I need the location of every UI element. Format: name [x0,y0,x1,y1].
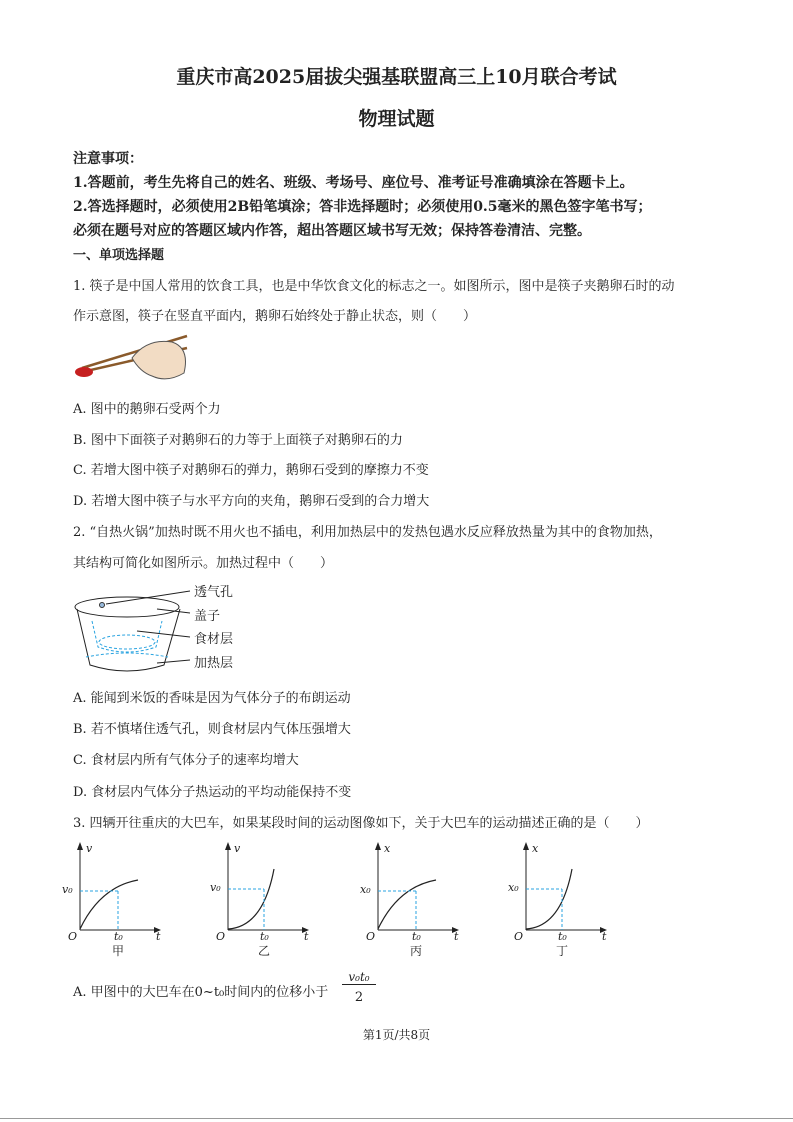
graph-丁 [506,842,616,958]
graph-x-label: t [602,930,607,943]
graph-y0-label: v₀ [210,881,221,894]
fraction-denominator: 2 [354,990,364,1005]
notice-item: 2.答选择题时，必须使用2B铅笔填涂；答非选择题时；必须使用0.5毫米的黑色签字笔书写； [73,199,652,215]
page-footer: 第1页/共8页 [362,1028,431,1042]
page-divider [0,1118,793,1119]
q2-option-c: C. 食材层内所有气体分子的速率均增大 [73,753,299,768]
graph-乙 [208,842,318,958]
q1-option-c: C. 若增大图中筷子对鹅卵石的弹力，鹅卵石受到的摩擦力不变 [73,463,429,478]
chopsticks-stone-image [72,328,192,384]
notice-item: 1.答题前，考生先将自己的姓名、班级、考场号、座位号、准考证号准确填涂在答题卡上。 [73,175,634,191]
graph-y0-label: x₀ [508,881,519,894]
graph-y-label: v [86,842,93,855]
label-food-layer: 食材层 [194,632,234,647]
q2-stem: 其结构可简化如图所示。加热过程中（ ） [73,556,334,571]
graph-x-label: t [156,930,161,943]
graph-name: 丁 [556,944,569,958]
exam-title: 重庆市高2025届拔尖强基联盟高三上10月联合考试 [176,66,617,88]
graph-y-label: v [234,842,241,855]
section-heading: 一、单项选择题 [73,248,165,263]
graph-y-label: x [532,842,539,855]
q3-option-a: A. 甲图中的大巴车在0~t₀时间内的位移小于 [73,985,329,1000]
q1-stem: 1. 筷子是中国人常用的饮食工具，也是中华饮食文化的标志之一。如图所示，图中是筷子夹鹅卵石时的动 [73,279,675,294]
graph-丙 [358,842,468,958]
graph-origin-label: O [216,930,226,943]
label-vent-hole: 透气孔 [194,585,234,600]
q2-stem: 2. “自热火锅”加热时既不用火也不插电，利用加热层中的发热包遇水反应释放热量为其中的食物加热， [73,525,662,540]
q2-option-d: D. 食材层内气体分子热运动的平均动能保持不变 [73,785,352,800]
graph-x-label: t [304,930,309,943]
graph-y-label: x [384,842,391,855]
graph-name: 丙 [410,944,423,958]
fraction-numerator: v₀t₀ [342,970,376,985]
q1-option-d: D. 若增大图中筷子与水平方向的夹角，鹅卵石受到的合力增大 [73,494,430,509]
graph-x0-label: t₀ [260,930,269,943]
q1-stem: 作示意图，筷子在竖直平面内，鹅卵石始终处于静止状态，则（ ） [73,309,477,324]
q2-option-a: A. 能闻到米饭的香味是因为气体分子的布朗运动 [73,691,351,706]
graph-x0-label: t₀ [558,930,567,943]
label-lid: 盖子 [194,609,221,624]
label-heating-layer: 加热层 [194,656,234,671]
q1-option-b: B. 图中下面筷子对鹅卵石的力等于上面筷子对鹅卵石的力 [73,433,403,448]
graph-name: 乙 [258,944,271,958]
notice-heading: 注意事项： [73,151,143,167]
graph-origin-label: O [514,930,524,943]
graph-x0-label: t₀ [114,930,123,943]
graph-甲 [60,842,170,958]
graph-x0-label: t₀ [412,930,421,943]
notice-item: 必须在题号对应的答题区域内作答，超出答题区域书写无效；保持答卷清洁、完整。 [73,223,591,239]
graph-origin-label: O [68,930,78,943]
exam-subtitle: 物理试题 [358,108,435,130]
q3-stem: 3. 四辆开往重庆的大巴车，如果某段时间的运动图像如下，关于大巴车的运动描述正确的是（ ） [73,816,649,831]
graph-x-label: t [454,930,459,943]
graph-name: 甲 [112,944,125,958]
graph-y0-label: v₀ [62,883,73,896]
hotpot-diagram [72,585,192,673]
graph-y0-label: x₀ [360,883,371,896]
graph-origin-label: O [366,930,376,943]
q1-option-a: A. 图中的鹅卵石受两个力 [73,402,221,417]
q2-option-b: B. 若不慎堵住透气孔，则食材层内气体压强增大 [73,722,351,737]
